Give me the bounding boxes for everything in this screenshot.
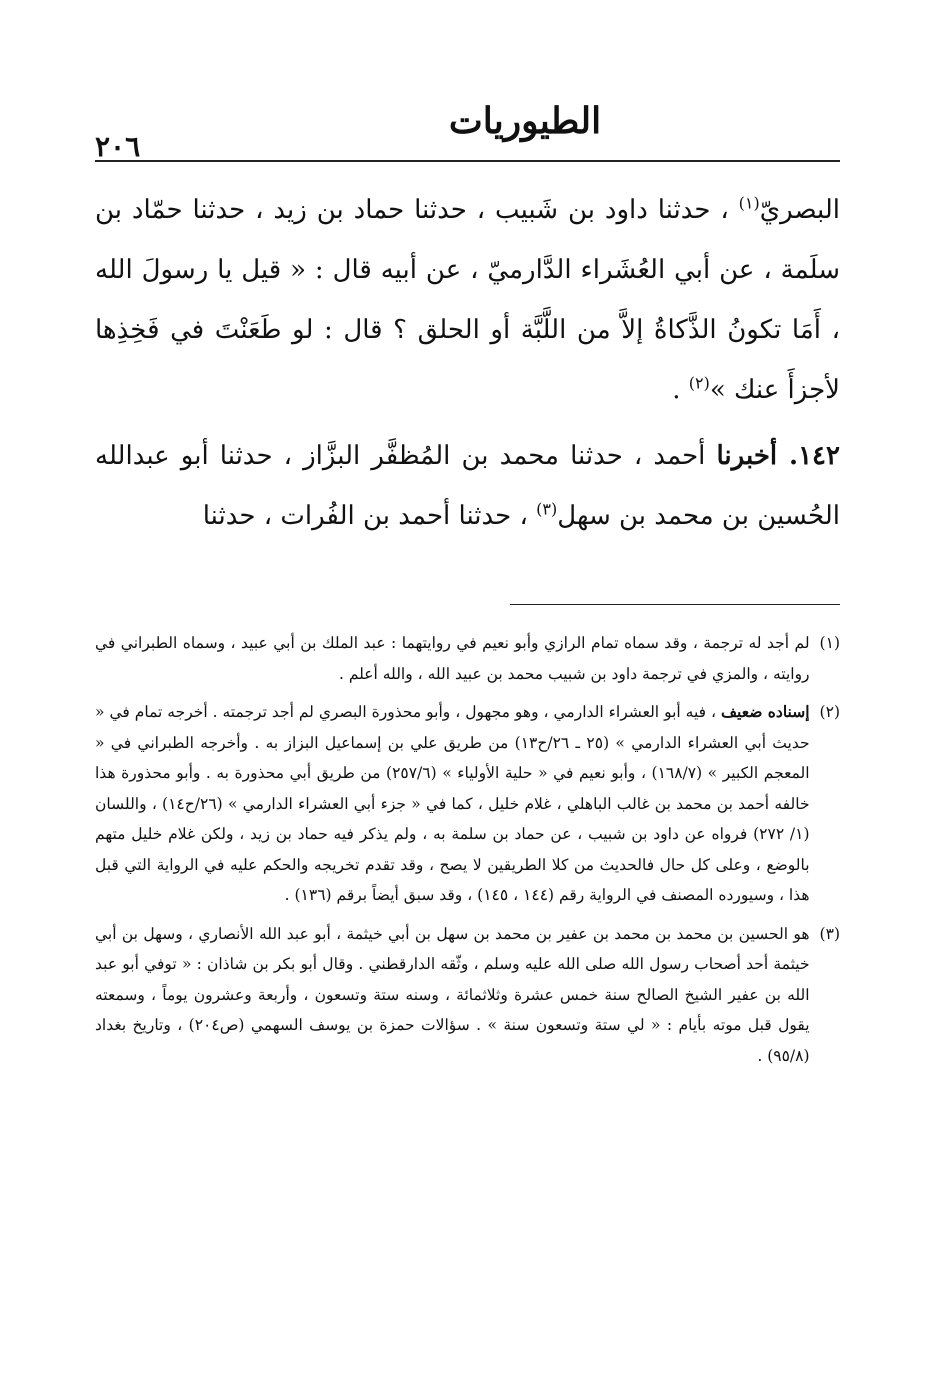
- running-title: الطيوريات: [448, 100, 602, 142]
- footnote-number: (١): [819, 634, 840, 652]
- main-text: [95, 180, 840, 546]
- footnote-3: [95, 919, 840, 1072]
- main-paragraph: [95, 180, 840, 420]
- footnote-ref: (١): [738, 193, 760, 213]
- text-run: ، حدثنا داود بن شَبيب ، حدثنا حماد بن زيد ، حدثنا حمّاد بن سلَمة ، عن أبي العُشَراء الدَّارميّ ، عن أبيه قال : « قيل يا رسولَ الله ، أَمَا تكونُ الذَّكاةُ إلاَّ من اللَّبَّة أو الحلق ؟ قال : لو طَعَنْتَ في فَخِذِها لأجزأَ عنك »: [95, 195, 840, 405]
- header-rule: [95, 160, 840, 162]
- footnotes: [95, 628, 840, 1079]
- footnote-ref: (٢): [688, 373, 710, 393]
- footnote-divider: [510, 604, 840, 605]
- main-paragraph-142: [95, 426, 840, 546]
- text-run: البصريّ: [759, 195, 840, 225]
- text-run: .: [672, 375, 689, 405]
- text-run: ، حدثنا أحمد بن الفُرات ، حدثنا: [202, 501, 537, 531]
- page-number: ٢٠٦: [95, 130, 141, 163]
- narration-lead: ١٤٢. أخبرنا: [716, 441, 840, 471]
- footnote-1: [95, 628, 840, 689]
- footnote-number: (٣): [819, 924, 840, 943]
- footnote-body: [95, 697, 810, 911]
- footnote-2: [95, 697, 840, 911]
- page-header: [95, 100, 840, 163]
- footnote-verdict: إسناده ضعيف: [721, 702, 810, 721]
- footnote-number: (٢): [819, 703, 840, 721]
- footnote-text: لم أجد له ترجمة ، وقد سماه تمام الرازي وأبو نعيم في روايتهما : عبد الملك بن أبي عبيد ، وسماه الطبراني في روايته ، والمزي في ترجمة داود بن شبيب محمد بن عبيد الله ، والله أعلم .: [95, 634, 810, 683]
- footnote-ref: (٣): [536, 499, 558, 519]
- footnote-text: هو الحسين بن محمد بن محمد بن عفير بن محمد بن سهل بن أبي خيثمة ، أبو عبد الله الأنصاري ، وسهل بن أبي خيثمة أحد أصحاب رسول الله صلى الله عليه وسلم ، وثّقه الدارقطني . وقال أبو بكر بن شاذان : « توفي أبو عبد الله بن عفير الشيخ الصالح سنة خمس عشرة وثلاثمائة ، وسنه ستة وتسعون ، وأربعة وعشرون يوماً ، وسمعته يقول قبل موته بأيام : « لي ستة وتسعون سنة » . سؤالات حمزة بن يوسف السهمي (ص٢٠٤) ، وتاريخ بغداد (٩٥/٨) .: [95, 924, 810, 1065]
- footnote-text: ، فيه أبو العشراء الدارمي ، وهو مجهول ، وأبو محذورة البصري لم أجد ترجمته . أخرجه تمام في « حديث أبي العشراء الدارمي » (٢٥ ـ ٢٦/ح١٣) من طريق علي بن إسماعيل البزاز به . وأخرجه الطبراني في « المعجم الكبير » (١٦٨/٧) ، وأبو نعيم في « حلية الأولياء » (٢٥٧/٦) من طريق أبي محذورة به . وأبو محذورة هذا خالفه أحمد بن محمد بن غالب الباهلي ، غلام خليل ، كما في « جزء أبي العشراء الدارمي » (٢٦/ح١٤) ، واللسان (١/ ٢٧٢) فرواه عن داود بن شبيب ، عن حماد بن سلمة به ، ولم يذكر فيه حماد بن زيد ، ولكن غلام خليل متهم بالوضع ، وعلى كل حال فالحديث من كلا الطريقين لا يصح ، وقد تقدم تخريجه والحكم عليه في الرواية التي قبل هذا ، وسيورده المصنف في الرواية رقم (١٤٤ ، ١٤٥) ، وقد سبق أيضاً برقم (١٣٦) .: [95, 703, 810, 904]
- text-run: أحمد ، حدثنا محمد بن المُظفَّر البزَّاز ، حدثنا أبو عبدالله الحُسين بن محمد بن سهل: [95, 441, 840, 531]
